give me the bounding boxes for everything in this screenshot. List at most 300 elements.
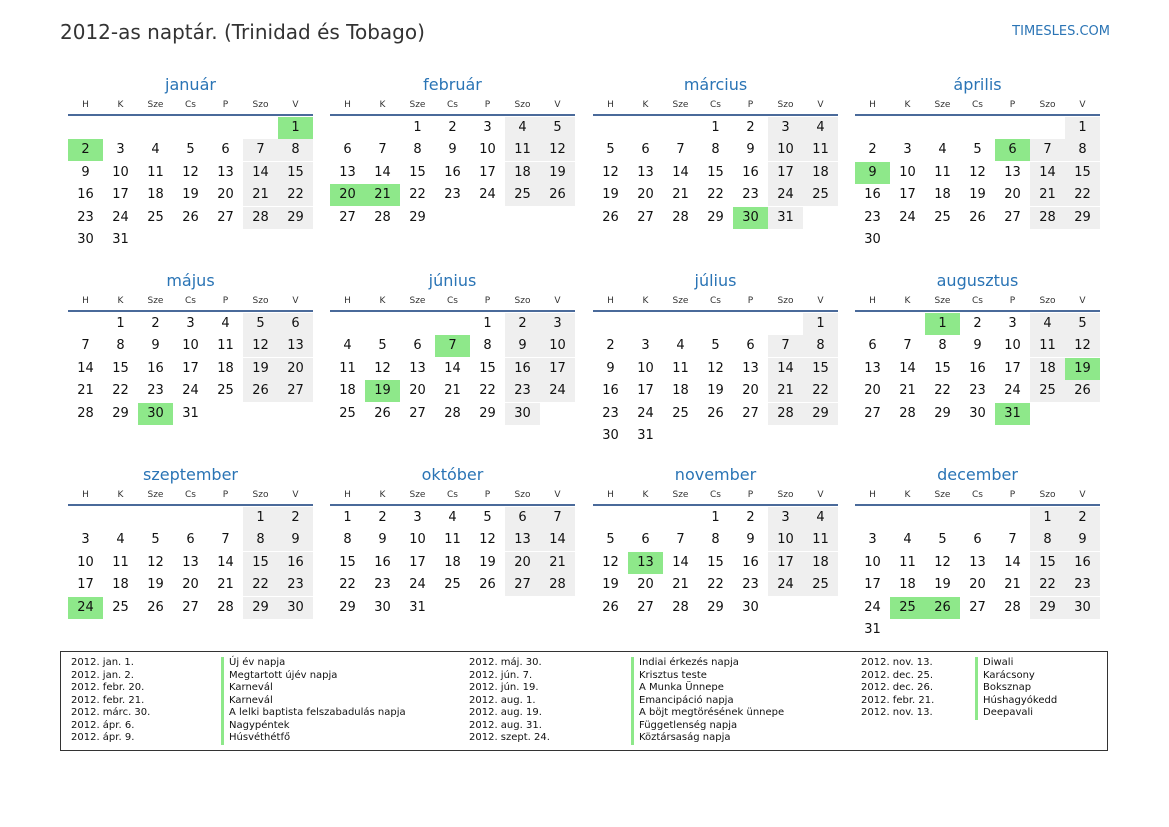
day-cell[interactable]: 21 — [672, 577, 689, 592]
day-cell[interactable]: 24 — [479, 187, 496, 202]
day-cell[interactable]: 15 — [112, 360, 129, 376]
day-cell[interactable]: 4 — [803, 117, 838, 139]
day-cell[interactable]: 22 — [1065, 184, 1100, 206]
day-cell[interactable]: 20 — [637, 187, 654, 202]
day-cell[interactable]: 25 — [147, 209, 164, 225]
day-cell[interactable]: 1 — [925, 313, 960, 335]
day-cell[interactable]: 5 — [938, 532, 947, 547]
day-cell[interactable]: 12 — [540, 139, 575, 161]
day-cell[interactable]: 17 — [864, 577, 881, 592]
day-cell[interactable]: 7 — [435, 335, 470, 357]
site-link[interactable]: TIMESLES.COM — [1012, 24, 1110, 39]
day-cell[interactable]: 29 — [278, 207, 313, 229]
day-cell[interactable]: 18 — [505, 162, 540, 184]
day-cell[interactable]: 30 — [505, 403, 540, 425]
day-cell[interactable]: 8 — [116, 338, 125, 353]
day-cell[interactable]: 20 — [182, 577, 199, 592]
day-cell[interactable]: 20 — [330, 184, 365, 206]
day-cell[interactable]: 13 — [742, 360, 759, 376]
day-cell[interactable]: 19 — [934, 577, 951, 592]
day-cell[interactable]: 25 — [505, 184, 540, 206]
day-cell[interactable]: 24 — [68, 597, 103, 619]
day-cell[interactable]: 7 — [81, 338, 90, 353]
day-cell[interactable]: 15 — [339, 554, 356, 570]
day-cell[interactable]: 11 — [217, 338, 234, 353]
day-cell[interactable]: 14 — [1030, 162, 1065, 184]
day-cell[interactable]: 26 — [540, 184, 575, 206]
day-cell[interactable]: 24 — [864, 599, 881, 615]
day-cell[interactable]: 14 — [540, 529, 575, 551]
day-cell[interactable]: 31 — [768, 207, 803, 229]
day-cell[interactable]: 13 — [864, 360, 881, 376]
day-cell[interactable]: 31 — [995, 403, 1030, 425]
day-cell[interactable]: 23 — [77, 209, 94, 225]
day-cell[interactable]: 22 — [707, 187, 724, 202]
day-cell[interactable]: 17 — [182, 360, 199, 376]
day-cell[interactable]: 1 — [278, 117, 313, 139]
day-cell[interactable]: 4 — [221, 315, 230, 331]
day-cell[interactable]: 1 — [1065, 117, 1100, 139]
day-cell[interactable]: 3 — [903, 142, 912, 157]
day-cell[interactable]: 4 — [116, 532, 125, 547]
day-cell[interactable]: 2 — [1065, 507, 1100, 529]
day-cell[interactable]: 25 — [1030, 380, 1065, 402]
day-cell[interactable]: 29 — [1030, 597, 1065, 619]
day-cell[interactable]: 9 — [378, 532, 387, 547]
day-cell[interactable]: 11 — [1030, 335, 1065, 357]
day-cell[interactable]: 17 — [899, 187, 916, 202]
day-cell[interactable]: 20 — [742, 383, 759, 398]
day-cell[interactable]: 14 — [374, 164, 391, 180]
day-cell[interactable]: 30 — [77, 232, 94, 247]
day-cell[interactable]: 26 — [1065, 380, 1100, 402]
day-cell[interactable]: 26 — [243, 380, 278, 402]
day-cell[interactable]: 30 — [742, 599, 759, 615]
day-cell[interactable]: 10 — [899, 164, 916, 180]
day-cell[interactable]: 25 — [672, 405, 689, 421]
day-cell[interactable]: 7 — [1030, 139, 1065, 161]
day-cell[interactable]: 20 — [217, 187, 234, 202]
day-cell[interactable]: 18 — [899, 577, 916, 592]
day-cell[interactable]: 20 — [505, 552, 540, 574]
day-cell[interactable]: 3 — [641, 338, 650, 353]
day-cell[interactable]: 2 — [746, 119, 755, 135]
day-cell[interactable]: 10 — [768, 139, 803, 161]
day-cell[interactable]: 27 — [864, 405, 881, 421]
day-cell[interactable]: 6 — [746, 338, 755, 353]
day-cell[interactable]: 24 — [768, 184, 803, 206]
day-cell[interactable]: 10 — [1004, 338, 1021, 353]
day-cell[interactable]: 6 — [343, 142, 352, 157]
day-cell[interactable]: 16 — [444, 164, 461, 180]
day-cell[interactable]: 16 — [77, 187, 94, 202]
day-cell[interactable]: 6 — [995, 139, 1030, 161]
day-cell[interactable]: 6 — [973, 532, 982, 547]
day-cell[interactable]: 3 — [116, 142, 125, 157]
day-cell[interactable]: 23 — [444, 187, 461, 202]
day-cell[interactable]: 23 — [1065, 574, 1100, 596]
day-cell[interactable]: 22 — [278, 184, 313, 206]
day-cell[interactable]: 11 — [112, 554, 129, 570]
day-cell[interactable]: 26 — [969, 209, 986, 225]
day-cell[interactable]: 25 — [217, 383, 234, 398]
day-cell[interactable]: 7 — [243, 139, 278, 161]
day-cell[interactable]: 29 — [707, 599, 724, 615]
day-cell[interactable]: 19 — [147, 577, 164, 592]
day-cell[interactable]: 14 — [672, 554, 689, 570]
day-cell[interactable]: 24 — [1004, 383, 1021, 398]
day-cell[interactable]: 2 — [68, 139, 103, 161]
day-cell[interactable]: 15 — [1065, 162, 1100, 184]
day-cell[interactable]: 8 — [413, 142, 422, 157]
day-cell[interactable]: 24 — [637, 405, 654, 421]
day-cell[interactable]: 12 — [934, 554, 951, 570]
day-cell[interactable]: 10 — [768, 529, 803, 551]
day-cell[interactable]: 5 — [186, 142, 195, 157]
day-cell[interactable]: 30 — [733, 207, 768, 229]
day-cell[interactable]: 1 — [711, 119, 720, 135]
day-cell[interactable]: 8 — [711, 532, 720, 547]
day-cell[interactable]: 26 — [182, 209, 199, 225]
day-cell[interactable]: 1 — [413, 119, 422, 135]
day-cell[interactable]: 28 — [672, 599, 689, 615]
day-cell[interactable]: 3 — [768, 117, 803, 139]
day-cell[interactable]: 31 — [182, 405, 199, 421]
day-cell[interactable]: 21 — [672, 187, 689, 202]
day-cell[interactable]: 2 — [448, 119, 457, 135]
day-cell[interactable]: 26 — [602, 209, 619, 225]
day-cell[interactable]: 5 — [1065, 313, 1100, 335]
day-cell[interactable]: 6 — [278, 313, 313, 335]
day-cell[interactable]: 22 — [707, 577, 724, 592]
day-cell[interactable]: 21 — [1030, 184, 1065, 206]
day-cell[interactable]: 11 — [899, 554, 916, 570]
day-cell[interactable]: 22 — [803, 380, 838, 402]
day-cell[interactable]: 10 — [864, 554, 881, 570]
day-cell[interactable]: 3 — [868, 532, 877, 547]
day-cell[interactable]: 7 — [903, 338, 912, 353]
day-cell[interactable]: 20 — [969, 577, 986, 592]
day-cell[interactable]: 2 — [505, 313, 540, 335]
day-cell[interactable]: 4 — [448, 509, 457, 525]
day-cell[interactable]: 5 — [973, 142, 982, 157]
day-cell[interactable]: 8 — [243, 529, 278, 551]
day-cell[interactable]: 23 — [969, 383, 986, 398]
day-cell[interactable]: 25 — [112, 599, 129, 615]
day-cell[interactable]: 16 — [1065, 552, 1100, 574]
day-cell[interactable]: 26 — [147, 599, 164, 615]
day-cell[interactable]: 27 — [217, 209, 234, 225]
day-cell[interactable]: 11 — [934, 164, 951, 180]
day-cell[interactable]: 11 — [803, 529, 838, 551]
day-cell[interactable]: 31 — [112, 232, 129, 247]
day-cell[interactable]: 22 — [479, 383, 496, 398]
day-cell[interactable]: 2 — [606, 338, 615, 353]
day-cell[interactable]: 20 — [864, 383, 881, 398]
day-cell[interactable]: 17 — [479, 164, 496, 180]
day-cell[interactable]: 23 — [505, 380, 540, 402]
day-cell[interactable]: 4 — [151, 142, 160, 157]
day-cell[interactable]: 21 — [768, 380, 803, 402]
day-cell[interactable]: 19 — [602, 577, 619, 592]
day-cell[interactable]: 29 — [803, 403, 838, 425]
day-cell[interactable]: 18 — [1030, 358, 1065, 380]
day-cell[interactable]: 20 — [637, 577, 654, 592]
day-cell[interactable]: 16 — [505, 358, 540, 380]
day-cell[interactable]: 15 — [1030, 552, 1065, 574]
day-cell[interactable]: 26 — [707, 405, 724, 421]
day-cell[interactable]: 26 — [602, 599, 619, 615]
day-cell[interactable]: 27 — [1004, 209, 1021, 225]
day-cell[interactable]: 28 — [540, 574, 575, 596]
day-cell[interactable]: 3 — [540, 313, 575, 335]
day-cell[interactable]: 12 — [1065, 335, 1100, 357]
day-cell[interactable]: 5 — [606, 142, 615, 157]
day-cell[interactable]: 23 — [864, 209, 881, 225]
day-cell[interactable]: 13 — [409, 360, 426, 376]
day-cell[interactable]: 21 — [77, 383, 94, 398]
day-cell[interactable]: 9 — [81, 164, 90, 180]
day-cell[interactable]: 16 — [742, 554, 759, 570]
day-cell[interactable]: 28 — [899, 405, 916, 421]
day-cell[interactable]: 21 — [243, 184, 278, 206]
day-cell[interactable]: 2 — [278, 507, 313, 529]
day-cell[interactable]: 23 — [147, 383, 164, 398]
day-cell[interactable]: 19 — [1065, 358, 1100, 380]
day-cell[interactable]: 23 — [742, 577, 759, 592]
day-cell[interactable]: 18 — [339, 383, 356, 398]
day-cell[interactable]: 11 — [803, 139, 838, 161]
day-cell[interactable]: 21 — [540, 552, 575, 574]
day-cell[interactable]: 21 — [899, 383, 916, 398]
day-cell[interactable]: 18 — [803, 162, 838, 184]
day-cell[interactable]: 17 — [540, 358, 575, 380]
day-cell[interactable]: 14 — [444, 360, 461, 376]
day-cell[interactable]: 30 — [138, 403, 173, 425]
day-cell[interactable]: 21 — [365, 184, 400, 206]
day-cell[interactable]: 15 — [409, 164, 426, 180]
day-cell[interactable]: 15 — [803, 358, 838, 380]
day-cell[interactable]: 18 — [934, 187, 951, 202]
day-cell[interactable]: 20 — [278, 358, 313, 380]
day-cell[interactable]: 19 — [707, 383, 724, 398]
day-cell[interactable]: 22 — [339, 577, 356, 592]
day-cell[interactable]: 8 — [711, 142, 720, 157]
day-cell[interactable]: 8 — [1030, 529, 1065, 551]
day-cell[interactable]: 29 — [1065, 207, 1100, 229]
day-cell[interactable]: 7 — [676, 532, 685, 547]
day-cell[interactable]: 26 — [479, 577, 496, 592]
day-cell[interactable]: 27 — [339, 209, 356, 225]
day-cell[interactable]: 16 — [742, 164, 759, 180]
day-cell[interactable]: 11 — [672, 360, 689, 376]
day-cell[interactable]: 30 — [969, 405, 986, 421]
day-cell[interactable]: 4 — [343, 338, 352, 353]
day-cell[interactable]: 13 — [637, 164, 654, 180]
day-cell[interactable]: 19 — [602, 187, 619, 202]
day-cell[interactable]: 10 — [77, 554, 94, 570]
day-cell[interactable]: 12 — [602, 554, 619, 570]
day-cell[interactable]: 29 — [934, 405, 951, 421]
day-cell[interactable]: 26 — [374, 405, 391, 421]
day-cell[interactable]: 9 — [855, 162, 890, 184]
day-cell[interactable]: 16 — [147, 360, 164, 376]
day-cell[interactable]: 17 — [1004, 360, 1021, 376]
day-cell[interactable]: 13 — [1004, 164, 1021, 180]
day-cell[interactable]: 4 — [505, 117, 540, 139]
day-cell[interactable]: 19 — [540, 162, 575, 184]
day-cell[interactable]: 18 — [803, 552, 838, 574]
day-cell[interactable]: 6 — [641, 142, 650, 157]
day-cell[interactable]: 27 — [278, 380, 313, 402]
day-cell[interactable]: 25 — [890, 597, 925, 619]
day-cell[interactable]: 12 — [243, 335, 278, 357]
day-cell[interactable]: 27 — [409, 405, 426, 421]
day-cell[interactable]: 29 — [707, 209, 724, 225]
day-cell[interactable]: 5 — [151, 532, 160, 547]
day-cell[interactable]: 18 — [112, 577, 129, 592]
day-cell[interactable]: 6 — [221, 142, 230, 157]
day-cell[interactable]: 3 — [413, 509, 422, 525]
day-cell[interactable]: 5 — [243, 313, 278, 335]
day-cell[interactable]: 30 — [374, 599, 391, 615]
day-cell[interactable]: 14 — [1004, 554, 1021, 570]
day-cell[interactable]: 6 — [868, 338, 877, 353]
day-cell[interactable]: 16 — [278, 552, 313, 574]
day-cell[interactable]: 23 — [278, 574, 313, 596]
day-cell[interactable]: 7 — [1008, 532, 1017, 547]
day-cell[interactable]: 19 — [969, 187, 986, 202]
day-cell[interactable]: 20 — [1004, 187, 1021, 202]
day-cell[interactable]: 28 — [672, 209, 689, 225]
day-cell[interactable]: 3 — [483, 119, 492, 135]
day-cell[interactable]: 11 — [444, 532, 461, 547]
day-cell[interactable]: 1 — [1030, 507, 1065, 529]
day-cell[interactable]: 12 — [969, 164, 986, 180]
day-cell[interactable]: 21 — [1004, 577, 1021, 592]
day-cell[interactable]: 23 — [602, 405, 619, 421]
day-cell[interactable]: 30 — [602, 428, 619, 443]
day-cell[interactable]: 11 — [505, 139, 540, 161]
day-cell[interactable]: 22 — [409, 187, 426, 202]
day-cell[interactable]: 24 — [182, 383, 199, 398]
day-cell[interactable]: 28 — [243, 207, 278, 229]
day-cell[interactable]: 14 — [217, 554, 234, 570]
day-cell[interactable]: 8 — [1065, 139, 1100, 161]
day-cell[interactable]: 6 — [505, 507, 540, 529]
day-cell[interactable]: 7 — [768, 335, 803, 357]
day-cell[interactable]: 17 — [768, 552, 803, 574]
day-cell[interactable]: 5 — [378, 338, 387, 353]
day-cell[interactable]: 10 — [540, 335, 575, 357]
day-cell[interactable]: 25 — [803, 574, 838, 596]
day-cell[interactable]: 16 — [602, 383, 619, 398]
day-cell[interactable]: 12 — [479, 532, 496, 547]
day-cell[interactable]: 29 — [112, 405, 129, 421]
day-cell[interactable]: 29 — [409, 209, 426, 225]
day-cell[interactable]: 12 — [147, 554, 164, 570]
day-cell[interactable]: 6 — [641, 532, 650, 547]
day-cell[interactable]: 13 — [217, 164, 234, 180]
day-cell[interactable]: 6 — [186, 532, 195, 547]
day-cell[interactable]: 1 — [711, 509, 720, 525]
day-cell[interactable]: 15 — [243, 552, 278, 574]
day-cell[interactable]: 14 — [768, 358, 803, 380]
day-cell[interactable]: 7 — [540, 507, 575, 529]
day-cell[interactable]: 11 — [339, 360, 356, 376]
day-cell[interactable]: 29 — [243, 597, 278, 619]
day-cell[interactable]: 19 — [182, 187, 199, 202]
day-cell[interactable]: 17 — [409, 554, 426, 570]
day-cell[interactable]: 6 — [413, 338, 422, 353]
day-cell[interactable]: 16 — [969, 360, 986, 376]
day-cell[interactable]: 26 — [925, 597, 960, 619]
day-cell[interactable]: 24 — [112, 209, 129, 225]
day-cell[interactable]: 11 — [147, 164, 164, 180]
day-cell[interactable]: 15 — [479, 360, 496, 376]
day-cell[interactable]: 30 — [864, 232, 881, 247]
day-cell[interactable]: 13 — [628, 552, 663, 574]
day-cell[interactable]: 1 — [243, 507, 278, 529]
day-cell[interactable]: 28 — [1004, 599, 1021, 615]
day-cell[interactable]: 1 — [803, 313, 838, 335]
day-cell[interactable]: 9 — [973, 338, 982, 353]
day-cell[interactable]: 13 — [339, 164, 356, 180]
day-cell[interactable]: 25 — [803, 184, 838, 206]
day-cell[interactable]: 18 — [147, 187, 164, 202]
day-cell[interactable]: 13 — [505, 529, 540, 551]
day-cell[interactable]: 30 — [278, 597, 313, 619]
day-cell[interactable]: 9 — [606, 360, 615, 376]
day-cell[interactable]: 23 — [742, 187, 759, 202]
day-cell[interactable]: 9 — [746, 532, 755, 547]
day-cell[interactable]: 16 — [374, 554, 391, 570]
day-cell[interactable]: 8 — [278, 139, 313, 161]
day-cell[interactable]: 21 — [217, 577, 234, 592]
day-cell[interactable]: 22 — [112, 383, 129, 398]
day-cell[interactable]: 5 — [483, 509, 492, 525]
day-cell[interactable]: 24 — [899, 209, 916, 225]
day-cell[interactable]: 9 — [151, 338, 160, 353]
day-cell[interactable]: 1 — [343, 509, 352, 525]
day-cell[interactable]: 4 — [903, 532, 912, 547]
day-cell[interactable]: 27 — [182, 599, 199, 615]
day-cell[interactable]: 2 — [378, 509, 387, 525]
day-cell[interactable]: 31 — [409, 599, 426, 615]
day-cell[interactable]: 12 — [707, 360, 724, 376]
day-cell[interactable]: 23 — [374, 577, 391, 592]
day-cell[interactable]: 30 — [1065, 597, 1100, 619]
day-cell[interactable]: 24 — [540, 380, 575, 402]
day-cell[interactable]: 9 — [278, 529, 313, 551]
day-cell[interactable]: 14 — [243, 162, 278, 184]
day-cell[interactable]: 28 — [444, 405, 461, 421]
day-cell[interactable]: 5 — [606, 532, 615, 547]
day-cell[interactable]: 16 — [864, 187, 881, 202]
day-cell[interactable]: 9 — [1065, 529, 1100, 551]
day-cell[interactable]: 29 — [339, 599, 356, 615]
day-cell[interactable]: 15 — [707, 164, 724, 180]
day-cell[interactable]: 8 — [343, 532, 352, 547]
day-cell[interactable]: 4 — [676, 338, 685, 353]
day-cell[interactable]: 10 — [637, 360, 654, 376]
day-cell[interactable]: 12 — [182, 164, 199, 180]
day-cell[interactable]: 13 — [182, 554, 199, 570]
day-cell[interactable]: 2 — [868, 142, 877, 157]
day-cell[interactable]: 3 — [1008, 315, 1017, 331]
day-cell[interactable]: 8 — [483, 338, 492, 353]
day-cell[interactable]: 22 — [934, 383, 951, 398]
